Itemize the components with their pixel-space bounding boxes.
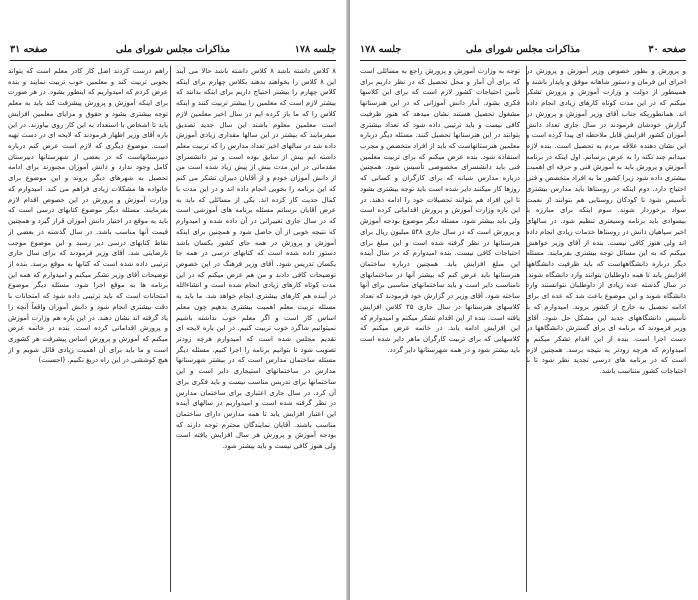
right-page-column-left-text: توجه به وزارت آموزش و پرورش راجع به مسائلی است که برای آن آمار و محل تحصیل که در نظر داریم برای تأمین احتیاجات کشور لازم است که برای این کلاسها فکری بشود. آمار دانش آموزانی که در این هنرستانها مشغول تحصیل هستند نشان میدهد که هنوز ظرفیت کافی نیست و باید ترتیبی داده شود که تعداد بیشتری بتوانند در این هنرستانها تحصیل کنند. مسئله دیگر درباره معلمین هنرستانهاست که باید از افراد متخصص و مجرب استفاده شود. بنده عرض میکنم که برای تربیت معلمین فنی باید دانشسرای مخصوصی تأسیس شود. همچنین درباره مدارس شبانه که برای کارگران و کسانی که روزها کار میکنند دایر شده است باید توجه بیشتری بشود تا این افراد هم بتوانند تحصیلات خود را ادامه دهند. در این باره وزارت آموزش و پرورش اقداماتی کرده است ولی باید بیشتر شود. مسئله دیگر موضوع بودجه آموزش و پرورش است که در سال جاری ۵۴۸ میلیون ریال برای هنرستانها در نظر گرفته شده است و این مبلغ برای احتیاجات کافی نیست. بنده امیدوارم که در سال آینده این مبلغ افزایش یابد. همچنین درباره ساختمان هنرستانها باید عرض کنم که بیشتر آنها در ساختمانهای نامناسب دایر است و باید ساختمانهای مناسبی برای آنها ساخته شود. آقای وزیر در گزارش خود فرمودند که تعداد کلاسهای هنرستانها در سال جاری ۲۵ کلاس افزایش یافته است. بنده از این اقدام تشکر میکنم و امیدوارم که این افزایش ادامه یابد. در خاتمه عرض میکنم که کلاسهایی که برای تربیت کارگران ماهر دایر شده است باید بیشتر شود و در همه شهرستانها دایر گردد. <box>360 67 520 354</box>
right-page <box>350 0 698 600</box>
left-page-header <box>10 44 336 58</box>
left-page-header-rule <box>10 60 336 61</box>
right-page-session: جلسه ۱۷۸ <box>360 44 402 55</box>
right-page-number: صفحه ۳۰ <box>648 44 686 55</box>
left-page-column-right <box>176 66 336 592</box>
right-page-column-divider <box>526 66 527 592</box>
right-page-column-right <box>526 66 686 592</box>
left-page-column-left <box>8 66 168 592</box>
right-page-column-left <box>360 66 520 592</box>
left-page-session: جلسه ۱۷۸ <box>294 44 336 55</box>
right-page-header <box>360 44 686 58</box>
left-page-column-left-text: راهم درست کردند اصل کار کادر معلم است که بتواند بخوبی تربیت کند و معلمین خوب تربیت نمایند و بنده عرض کردم که امیدواریم که اینطور بشود. در هر صورت برای اینکه آموزش و پرورش پیشرفت کند باید به معلم توجه بیشتری بشود و حقوق و مزایای معلمین افزایش یابد تا اشخاص با استعداد به این کار روی بیاورند. در این باره آقای وزیر اظهار فرمودند که لایحه ای در دست تهیه است. موضوع دیگری که لازم است عرض کنم درباره دبیرستانهاست که در بعضی از شهرستانها دبیرستان کامل وجود ندارد و دانش آموزان مجبورند برای ادامه تحصیل به شهرهای دیگر بروند و این موضوع برای خانواده ها مشکلات زیادی فراهم می کند. امیدوارم که وزارت آموزش و پرورش در این خصوص اقدام لازم بفرمایند. مسئله دیگر موضوع کتابهای درسی است که باید به موقع در اختیار دانش آموزان قرار گیرد و همچنین قیمت آنها مناسب باشد. در سال گذشته در بعضی از نقاط کتابهای درسی دیر رسید و این موضوع موجب نارضایتی شد. آقای وزیر فرمودند که برای سال جاری ترتیبی داده شده است که کتابها به موقع برسد. بنده از توضیحات آقای وزیر تشکر میکنم و امیدوارم که همه این برنامه ها به موقع اجرا شود. مسئله دیگر موضوع امتحانات است که باید ترتیبی داده شود که امتحانات با دقت بیشتری انجام شود و دانش آموزان واقعاً آنچه را یاد گرفته اند نشان دهند. در این باره هم وزارت آموزش و پرورش اقداماتی کرده است. بنده در خاتمه عرض میکنم که آموزش و پرورش اساس پیشرفت هر کشوری است و ما باید برای آن اهمیت زیادی قائل شویم و از هیچ کوششی در این راه دریغ نکنیم. (احسنت) <box>8 67 168 365</box>
right-page-title: مذاکرات مجلس شورای ملی <box>465 44 581 55</box>
left-page-column-right-text: ۸ کلاس داشته باشد ۸ کلاس داشته باشد حالا می آیند این ۸ کلاس را بخواهند بدهند بکلاس چهارم برای اینکه کلاس چهارم را بیشتر احتیاج داریم برای اینکه بدانند که بیشتر لازم است که معلمین را بیشتر تربیت کنند و اینکه کلاس را که ما باز کرده ایم در سال اخیر معلمین لازم است معلمین معلوم باشند این سال جدید تصدیق میفرمایند که بیشتر در این سالها مقداری زیادی آموزش داده شد در سالهای اخیر تعداد مدارس را که تربیت معلم داشته ایم بیش از سابق بوده است و نیز دانشسرای مقدماتی در این مدت بیش از پیش زیاد شده است من از دانش آموزان خودم و از آقایان دبیران تشکر می کنم که این برنامه را بخوبی انجام داده اند و در این مدت با کمال جدیت کار کرده اند. یکی از مسائلی که باید به عرض آقایان برسانم مسئله برنامه های آموزشی است که در سال جاری تغییراتی در آن داده شده و امیدوارم که نتیجه خوبی از آن حاصل شود و همچنین برای اینکه آموزش و پرورش در همه جای کشور یکسان باشد دستور داده شده است که کتابهای درسی در همه جا یکسان تدریس شود. آقای وزیر فرهنگ در این خصوص توضیحات کافی دادند و من هم عرض میکنم که در این مدت کوتاه کارهای زیادی انجام شده است و انشاءالله در آینده هم کارهای بیشتری انجام خواهد شد. ما باید به مسئله تربیت معلم اهمیت بیشتری بدهیم چون معلم اساس کار است و اگر معلم خوب نداشته باشیم نمیتوانیم شاگرد خوب تربیت کنیم. در این باره لایحه ای تقدیم مجلس شده است که امیدوارم هرچه زودتر تصویب شود تا بتوانیم برنامه را اجرا کنیم. مسئله دیگر مسئله ساختمان مدارس است که در بیشتر شهرستانها مدارس در ساختمانهای استیجاری دایر است و این ساختمانها برای تدریس مناسب نیست و باید فکری برای آن کرد. در سال جاری اعتباری برای ساختمان مدارس در نظر گرفته شده است و امیدواریم در سالهای آینده این اعتبار افزایش یابد تا همه مدارس دارای ساختمان مناسب باشند. آقایان نمایندگان محترم توجه دارند که بودجه آموزش و پرورش هر سال افزایش یافته است ولی هنوز کافی نیست و باید بیشتر شود. <box>176 67 336 451</box>
left-page-number: صفحه ۳۱ <box>10 44 48 55</box>
right-page-column-right-text: و پرورش و بطور خصوص وزیر آموزش و پرورش در اجرای این فرمان و دستور شاهانه موفق و پایدار باشند و همینطور از دولت و وزارت آموزش و پرورش تشکر میکنم که در این مدت کوتاه کارهای زیادی انجام داده اند. همانطوریکه جناب آقای وزیر آموزش و پرورش در گزارش خودشان فرمودند در سال جاری تعداد دانش آموزان کشور افزایش قابل ملاحظه ای پیدا کرده است و این نشان دهنده علاقه مردم به تحصیل است. بنده لازم میدانم چند نکته را به عرض برسانم. اول اینکه در برنامه آموزش و پرورش باید به آموزش فنی و حرفه ای اهمیت بیشتری داده شود زیرا کشور ما به افراد متخصص و فنی احتیاج دارد. دوم اینکه در روستاها باید مدارس بیشتری تأسیس شود تا کودکان روستایی هم بتوانند از نعمت سواد برخوردار شوند. سوم اینکه برای مبارزه با بیسوادی باید برنامه وسیعتری تنظیم شود. در سالهای اخیر سپاهیان دانش در روستاها خدمات زیادی انجام داده اند ولی هنوز کافی نیست. بنده از آقای وزیر خواهش میکنم که به این مسائل توجه بیشتری بفرمایند. مسئله دیگر درباره دانشگاههاست که باید ظرفیت دانشگاهها افزایش یابد تا همه داوطلبان بتوانند وارد دانشگاه شوند. در سال گذشته عده زیادی از داوطلبان نتوانستند وارد دانشگاه شوند و این موضوع باعث شد که عده ای برای ادامه تحصیل به خارج از کشور بروند. امیدوارم که با تأسیس دانشگاههای جدید این مشکل حل شود. آقای وزیر فرمودند که برنامه ای برای گسترش دانشگاهها در دست اجرا است. بنده از این اقدام تشکر میکنم و امیدوارم که هرچه زودتر به نتیجه برسد. همچنین لازم است که در برنامه های درسی تجدید نظر شود تا با احتیاجات کشور متناسب باشد. <box>526 67 686 376</box>
right-page-header-rule <box>360 60 686 61</box>
left-page <box>0 0 348 600</box>
left-page-title: مذاکرات مجلس شورای ملی <box>115 44 231 55</box>
left-page-column-divider <box>170 66 171 592</box>
